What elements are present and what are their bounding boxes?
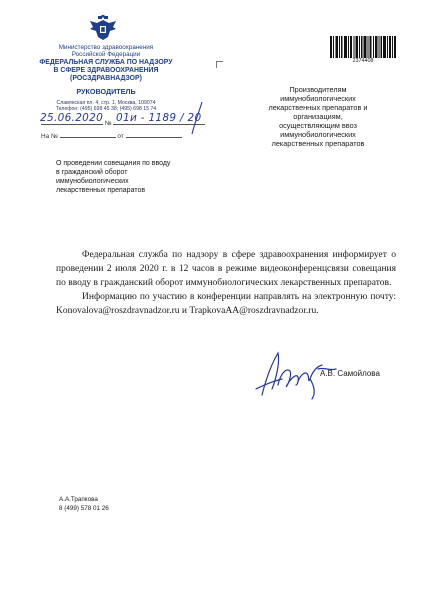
addressee-line: Производителям bbox=[289, 85, 347, 94]
subject-line: в гражданский оборот bbox=[56, 169, 128, 176]
service-name-line3: (РОСЗДРАВНАДЗОР) bbox=[70, 75, 142, 82]
subject-line: иммунобиологических bbox=[56, 178, 129, 185]
body-paragraph2-line2: Konovalova@roszdravnadzor.ru и TrapkovaAA@roszdravnadzor.ru. bbox=[56, 306, 319, 316]
body-paragraph1-line2: проведении 2 июля 2020 г. в 12 часов в режиме видеоконференцсвязи совещания bbox=[56, 264, 396, 274]
addressee-line: лекарственных препаратов и bbox=[268, 103, 368, 112]
executor-phone: 8 (499) 578 01 26 bbox=[59, 505, 109, 512]
service-name-line2: В СФЕРЕ ЗДРАВООХРАНЕНИЯ bbox=[53, 67, 159, 74]
ref-from-label: от bbox=[117, 133, 124, 140]
addressee-line: иммунобиологических bbox=[280, 94, 356, 103]
no-symbol: № bbox=[104, 120, 112, 127]
signer-name: А.В. Самойлова bbox=[320, 369, 380, 378]
head-title: РУКОВОДИТЕЛЬ bbox=[76, 87, 136, 96]
subject-line: О проведении совещания по вводу bbox=[56, 160, 171, 167]
handwritten-stroke bbox=[190, 100, 204, 136]
letterhead-phone: Телефон: (495) 698 45 38; (495) 698 15 74 bbox=[55, 106, 157, 112]
barcode-icon bbox=[330, 36, 396, 58]
barcode-number: 2374408 bbox=[352, 58, 374, 64]
addressee-line: осуществляющим ввоз bbox=[279, 121, 357, 130]
addressee-line: иммунобиологических bbox=[280, 130, 356, 139]
ref-label: На № bbox=[41, 133, 58, 140]
handwritten-date: 25.06.2020 bbox=[40, 112, 104, 124]
ministry-name-line2: Российской Федерации bbox=[71, 51, 141, 58]
address-corner-mark bbox=[216, 61, 223, 68]
addressee-line: организациям, bbox=[293, 112, 343, 121]
addressee-line: лекарственных препаратов bbox=[271, 139, 365, 148]
subject-line: лекарственных препаратов bbox=[56, 187, 146, 194]
body-paragraph1-line3: по вводу в гражданский оборот иммунобиологических лекарственных препаратов. bbox=[56, 278, 392, 288]
state-emblem-icon bbox=[89, 15, 117, 41]
body-paragraph2-line1: Информацию по участию в конференции направлять на электронную почту: bbox=[82, 292, 396, 302]
executor-name: А.А.Трапкова bbox=[59, 496, 98, 503]
ministry-name-line1: Министерство здравоохранения bbox=[58, 44, 154, 51]
service-name-line1: ФЕДЕРАЛЬНАЯ СЛУЖБА ПО НАДЗОРУ bbox=[39, 59, 173, 66]
body-paragraph1-line1: Федеральная служба по надзору в сфере здравоохранения информирует о bbox=[82, 250, 396, 260]
letterhead-address: Славянская пл. 4, стр. 1, Москва, 109074 bbox=[56, 100, 156, 106]
handwritten-number: 01и - 1189 / 20 bbox=[116, 112, 202, 124]
reference-line bbox=[41, 129, 182, 140]
